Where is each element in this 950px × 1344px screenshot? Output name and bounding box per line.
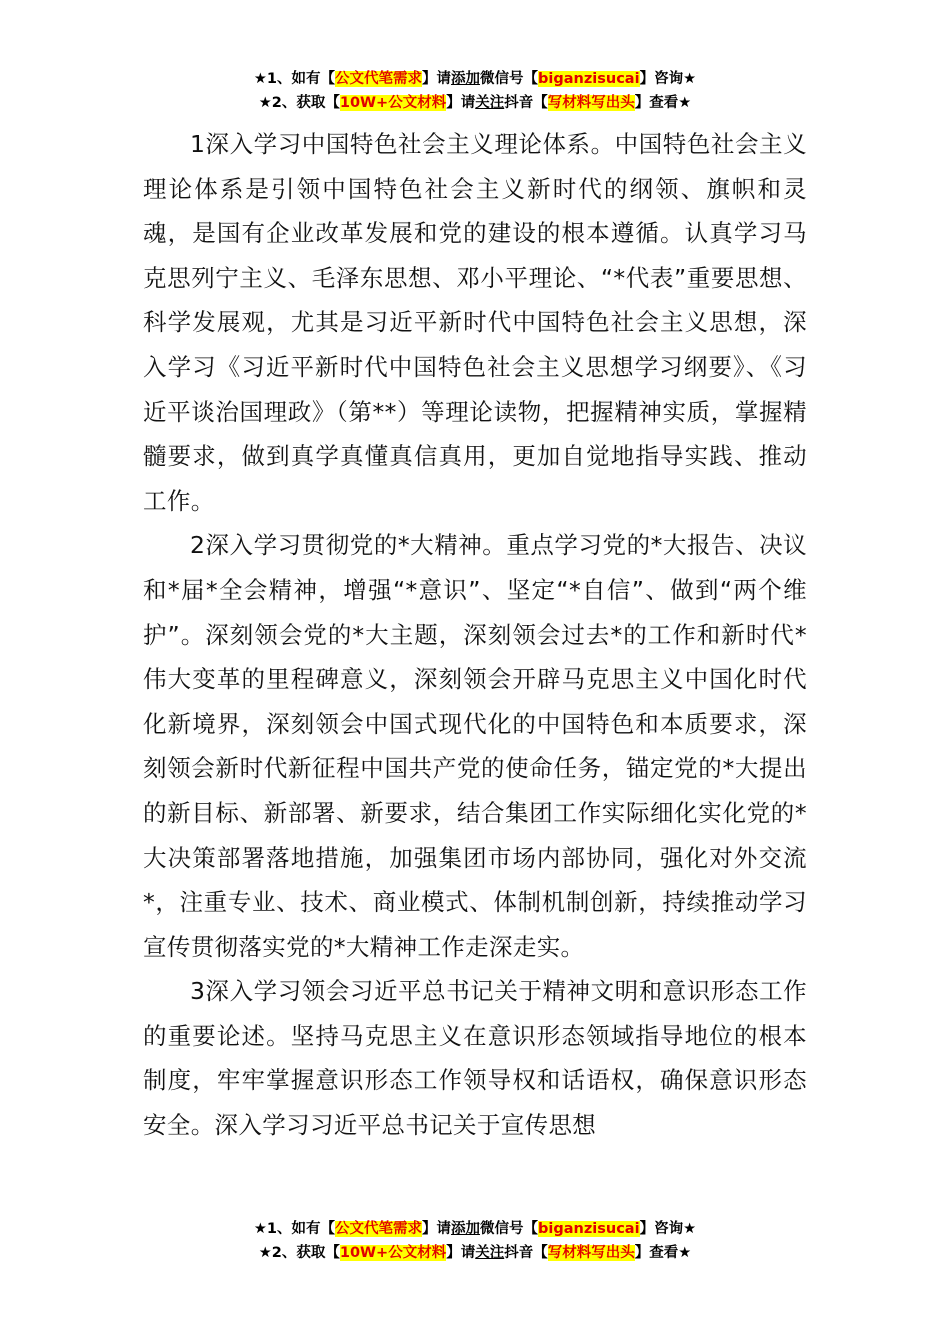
banner-text: 抖音【 (504, 1245, 548, 1261)
banner-text: 】请 (446, 1245, 476, 1261)
banner-text: ★2、获取【 (258, 1245, 340, 1261)
banner-highlight: 10W+公文材料 (339, 1245, 447, 1261)
banner-text: 】咨询★ (639, 1221, 697, 1237)
banner-text: 微信号【 (480, 1221, 539, 1237)
banner-line-1 (0, 67, 950, 91)
banner-text: 】请 (422, 71, 452, 87)
banner-text: ★1、如有【 (253, 1221, 336, 1237)
banner-text: 】请 (446, 95, 476, 111)
banner-text: 微信号【 (480, 71, 539, 87)
banner-highlight: 公文代笔需求 (335, 1221, 423, 1237)
banner-highlight: biganzisucai (538, 71, 640, 87)
header-banner (0, 67, 950, 115)
banner-highlight: biganzisucai (538, 1221, 640, 1237)
banner-emphasis: 关注 (475, 95, 505, 111)
paragraph-1: 1深入学习中国特色社会主义理论体系。中国特色社会主义理论体系是引领中国特色社会主义新时代的纲领、旗帜和灵魂，是国有企业改革发展和党的建设的根本遵循。认真学习马克思列宁主义、毛泽东思想、邓小平理论、“*代表”重要思想、科学发展观，尤其是习近平新时代中国特色社会主义思想，深入学习《习近平新时代中国特色社会主义思想学习纲要》、《习近平谈治国理政》（第**）等理论读物，把握精神实质，掌握精髓要求，做到真学真懂真信真用，更加自觉地指导实践、推动工作。 (143, 130, 807, 515)
paragraph-3: 3深入学习领会习近平总书记关于精神文明和意识形态工作的重要论述。坚持马克思主义在意识形态领域指导地位的根本制度，牢牢掌握意识形态工作领导权和话语权，确保意识形态安全。深入学习习近平总书记关于宣传思想 (143, 977, 807, 1140)
paragraph-2: 2深入学习贯彻党的*大精神。重点学习党的*大报告、决议和*届*全会精神，增强“*意识”、坚定“*自信”、做到“两个维护”。深刻领会党的*大主题，深刻领会过去*的工作和新时代*伟大变革的里程碑意义，深刻领会开辟马克思主义中国化时代化新境界，深刻领会中国式现代化的中国特色和本质要求，深刻领会新时代新征程中国共产党的使命任务，锚定党的*大提出的新目标、新部署、新要求，结合集团工作实际细化实化党的*大决策部署落地措施，加强集团市场内部协同，强化对外交流*，注重专业、技术、商业模式、体制机制创新，持续推动学习宣传贯彻落实党的*大精神工作走深走实。 (143, 531, 807, 961)
banner-text: 】请 (422, 1221, 452, 1237)
banner-emphasis: 关注 (475, 1245, 505, 1261)
banner-text: 】查看★ (634, 1245, 692, 1261)
footer-banner (0, 1217, 950, 1265)
banner-emphasis: 添加 (451, 71, 481, 87)
document-body (143, 122, 807, 1148)
banner-text: 抖音【 (504, 95, 548, 111)
banner-highlight: 10W+公文材料 (339, 95, 447, 111)
banner-line-1 (0, 1217, 950, 1241)
banner-line-2 (0, 1241, 950, 1265)
banner-highlight: 写材料写出头 (547, 1245, 635, 1261)
banner-text: 】咨询★ (639, 71, 697, 87)
banner-text: ★1、如有【 (253, 71, 336, 87)
banner-highlight: 公文代笔需求 (335, 71, 423, 87)
banner-highlight: 写材料写出头 (547, 95, 635, 111)
banner-text: 】查看★ (634, 95, 692, 111)
banner-emphasis: 添加 (451, 1221, 481, 1237)
banner-line-2 (0, 91, 950, 115)
banner-text: ★2、获取【 (258, 95, 340, 111)
